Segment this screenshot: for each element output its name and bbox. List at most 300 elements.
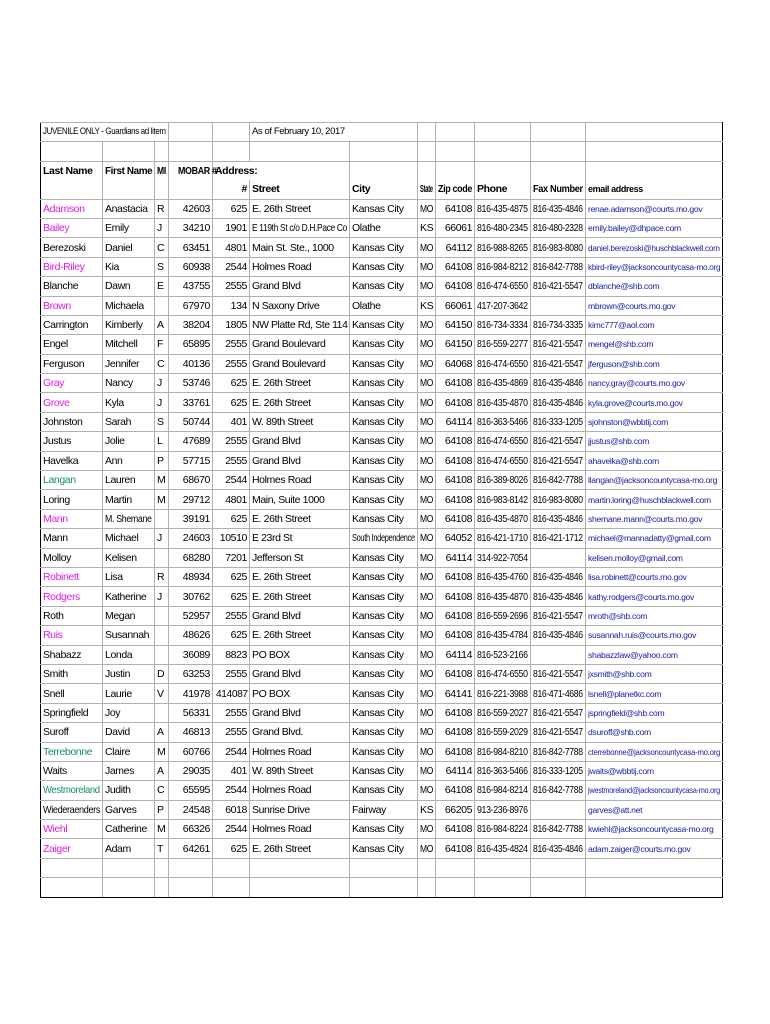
zip-cell: 64108	[436, 742, 475, 761]
empty-row	[41, 858, 723, 877]
last-name-cell: Adamson	[41, 199, 103, 218]
mobar-cell: 47689	[169, 432, 213, 451]
street-cell: E. 26th Street	[250, 839, 350, 858]
zip-cell: 64108	[436, 374, 475, 393]
email-cell[interactable]: ahavelka@shb.com	[586, 451, 723, 470]
street-number-cell: 2555	[213, 664, 250, 683]
city-cell: Kansas City	[350, 432, 418, 451]
city-cell: Kansas City	[350, 257, 418, 276]
last-name-cell: Ruis	[41, 626, 103, 645]
phone-cell: 816-435-4870	[475, 587, 531, 606]
email-cell[interactable]: jwaits@wbbtij.com	[586, 761, 723, 780]
email-cell[interactable]: llangan@jacksoncountycasa-mo.org	[586, 471, 723, 490]
phone-cell: 816-435-4870	[475, 393, 531, 412]
table-row	[41, 199, 723, 218]
state-cell: MO	[418, 820, 436, 839]
zip-cell: 64108	[436, 471, 475, 490]
phone-cell: 816-559-2696	[475, 606, 531, 625]
table-row	[41, 529, 723, 548]
street-number-cell: 2555	[213, 723, 250, 742]
street-number-cell: 1805	[213, 315, 250, 334]
email-cell[interactable]: garves@att.net	[586, 800, 723, 819]
state-cell: MO	[418, 703, 436, 722]
first-name-cell: Susannah	[103, 626, 155, 645]
first-name-cell: Justin	[103, 664, 155, 683]
phone-cell: 816-734-3334	[475, 315, 531, 334]
email-cell[interactable]: jwestmoreland@jacksoncountycasa-mo.org	[586, 781, 723, 800]
fax-cell: 816-435-4846	[531, 567, 586, 586]
mi-cell: M	[155, 742, 169, 761]
email-cell[interactable]: martin.loring@huschblackwell.com	[586, 490, 723, 509]
street-cell: E. 26th Street	[250, 374, 350, 393]
title-row	[41, 123, 723, 142]
mi-cell: D	[155, 664, 169, 683]
city-cell: Kansas City	[350, 238, 418, 257]
street-cell: Grand Blvd	[250, 277, 350, 296]
last-name-cell: Suroff	[41, 723, 103, 742]
state-cell: MO	[418, 432, 436, 451]
first-name-cell: Nancy	[103, 374, 155, 393]
mi-cell: C	[155, 354, 169, 373]
email-cell[interactable]: kathy.rodgers@courts.mo.gov	[586, 587, 723, 606]
first-name-cell: Catherine	[103, 820, 155, 839]
mobar-cell: 36089	[169, 645, 213, 664]
table-row	[41, 703, 723, 722]
last-name-cell: Mann	[41, 529, 103, 548]
email-cell[interactable]: kbird-riley@jacksoncountycasa-mo.org	[586, 257, 723, 276]
first-name-cell: M. Shemane	[103, 509, 155, 528]
street-number-cell: 625	[213, 393, 250, 412]
first-name-cell: Lisa	[103, 567, 155, 586]
mi-cell: E	[155, 277, 169, 296]
last-name-cell: Wiederaenders	[41, 800, 103, 819]
phone-cell: 816-480-2345	[475, 218, 531, 237]
last-name-cell: Loring	[41, 490, 103, 509]
mobar-cell: 30762	[169, 587, 213, 606]
street-cell: Holmes Road	[250, 820, 350, 839]
mobar-cell: 24548	[169, 800, 213, 819]
phone-cell: 816-474-6550	[475, 354, 531, 373]
email-cell[interactable]: lisa.robinett@courts.mo.gov	[586, 567, 723, 586]
spreadsheet	[40, 122, 722, 898]
email-cell[interactable]: adam.zaiger@courts.mo.gov	[586, 839, 723, 858]
zip-cell: 64108	[436, 703, 475, 722]
fax-cell: 816-842-7788	[531, 820, 586, 839]
mobar-cell: 50744	[169, 412, 213, 431]
state-cell: MO	[418, 626, 436, 645]
phone-cell: 816-474-6550	[475, 277, 531, 296]
fax-cell: 816-471-4686	[531, 684, 586, 703]
last-name-cell: Ferguson	[41, 354, 103, 373]
table-row	[41, 567, 723, 586]
phone-cell: 816-435-4875	[475, 199, 531, 218]
city-cell: Kansas City	[350, 567, 418, 586]
first-name-cell: Kimberly	[103, 315, 155, 334]
zip-cell: 64108	[436, 781, 475, 800]
empty-row	[41, 878, 723, 897]
first-name-cell: Megan	[103, 606, 155, 625]
header-row-2	[41, 180, 723, 199]
zip-cell: 64108	[436, 257, 475, 276]
mi-cell: M	[155, 471, 169, 490]
street-number-cell: 401	[213, 412, 250, 431]
street-number-cell: 625	[213, 839, 250, 858]
phone-cell: 816-474-6550	[475, 451, 531, 470]
email-cell[interactable]: jferguson@shb.com	[586, 354, 723, 373]
state-cell: MO	[418, 509, 436, 528]
street-number-cell: 7201	[213, 548, 250, 567]
zip-cell: 64052	[436, 529, 475, 548]
fax-cell: 816-435-4846	[531, 509, 586, 528]
mobar-cell: 48626	[169, 626, 213, 645]
state-cell: MO	[418, 548, 436, 567]
city-cell: Kansas City	[350, 723, 418, 742]
state-cell: MO	[418, 839, 436, 858]
fax-cell: 816-435-4846	[531, 626, 586, 645]
email-cell[interactable]: nancy.gray@courts.mo.gov	[586, 374, 723, 393]
mi-cell: M	[155, 490, 169, 509]
state-cell: MO	[418, 490, 436, 509]
last-name-cell: Shabazz	[41, 645, 103, 664]
state-cell: MO	[418, 606, 436, 625]
city-cell: Kansas City	[350, 839, 418, 858]
zip-cell: 64108	[436, 567, 475, 586]
email-cell[interactable]: mroth@shb.com	[586, 606, 723, 625]
mi-cell	[155, 645, 169, 664]
table-row	[41, 296, 723, 315]
phone-cell: 816-435-4870	[475, 509, 531, 528]
mobar-cell: 67970	[169, 296, 213, 315]
last-name-cell: Mann	[41, 509, 103, 528]
street-cell: PO BOX	[250, 684, 350, 703]
first-name-cell: Londa	[103, 645, 155, 664]
state-cell: MO	[418, 238, 436, 257]
mi-cell: C	[155, 781, 169, 800]
city-cell: Kansas City	[350, 548, 418, 567]
table-row	[41, 374, 723, 393]
mobar-cell: 64261	[169, 839, 213, 858]
phone-cell: 816-988-8265	[475, 238, 531, 257]
zip-cell: 64114	[436, 548, 475, 567]
zip-cell: 64108	[436, 587, 475, 606]
email-cell[interactable]: mengel@shb.com	[586, 335, 723, 354]
first-name-cell: David	[103, 723, 155, 742]
street-cell: N Saxony Drive	[250, 296, 350, 315]
fax-cell: 816-734-3335	[531, 315, 586, 334]
email-cell[interactable]: kyla.grove@courts.mo.gov	[586, 393, 723, 412]
street-number-cell: 625	[213, 199, 250, 218]
mi-cell: R	[155, 199, 169, 218]
first-name-cell: Kia	[103, 257, 155, 276]
street-cell: E. 26th Street	[250, 626, 350, 645]
last-name-cell: Havelka	[41, 451, 103, 470]
email-cell[interactable]: dblanche@shb.com	[586, 277, 723, 296]
email-cell[interactable]: kwiehl@jacksoncountycasa-mo.org	[586, 820, 723, 839]
state-cell: MO	[418, 742, 436, 761]
street-cell: W. 89th Street	[250, 412, 350, 431]
last-name-cell: Westmoreland	[41, 781, 103, 800]
zip-cell: 64150	[436, 315, 475, 334]
mobar-cell: 39191	[169, 509, 213, 528]
fax-cell: 816-842-7788	[531, 781, 586, 800]
table-row	[41, 471, 723, 490]
email-cell[interactable]: susannah.ruis@courts.mo.gov	[586, 626, 723, 645]
email-cell[interactable]: kelisen.molloy@gmail.com	[586, 548, 723, 567]
email-cell[interactable]: lsnell@planetkc.com	[586, 684, 723, 703]
table-row	[41, 761, 723, 780]
street-cell: Holmes Road	[250, 742, 350, 761]
table-row	[41, 820, 723, 839]
table-row	[41, 723, 723, 742]
first-name-cell: Michael	[103, 529, 155, 548]
first-name-cell: Claire	[103, 742, 155, 761]
fax-cell: 816-983-8080	[531, 490, 586, 509]
first-name-cell: Jennifer	[103, 354, 155, 373]
street-cell: Holmes Road	[250, 781, 350, 800]
mobar-cell: 60766	[169, 742, 213, 761]
phone-cell: 816-984-8214	[475, 781, 531, 800]
fax-cell: 816-435-4846	[531, 839, 586, 858]
city-cell: Kansas City	[350, 684, 418, 703]
zip-cell: 64108	[436, 626, 475, 645]
fax-cell: 816-842-7788	[531, 471, 586, 490]
city-cell: Kansas City	[350, 199, 418, 218]
fax-cell: 816-435-4846	[531, 587, 586, 606]
last-name-cell: Engel	[41, 335, 103, 354]
street-number-cell: 2555	[213, 277, 250, 296]
fax-cell: 816-421-1712	[531, 529, 586, 548]
last-name-cell: Snell	[41, 684, 103, 703]
fax-cell: 816-421-5547	[531, 335, 586, 354]
city-cell: Fairway	[350, 800, 418, 819]
city-cell: Kansas City	[350, 664, 418, 683]
city-cell: Olathe	[350, 296, 418, 315]
mi-cell: M	[155, 820, 169, 839]
zip-cell: 64150	[436, 335, 475, 354]
last-name-cell: Smith	[41, 664, 103, 683]
phone-cell: 816-363-5466	[475, 412, 531, 431]
title-cell: JUVENILE ONLY - Guardians ad litem	[41, 123, 169, 142]
state-cell: MO	[418, 664, 436, 683]
phone-cell: 816-435-4760	[475, 567, 531, 586]
city-cell: Kansas City	[350, 626, 418, 645]
table-row	[41, 218, 723, 237]
table-row	[41, 800, 723, 819]
email-cell[interactable]: shemane.mann@courts.mo.gov	[586, 509, 723, 528]
street-cell: E 23rd St	[250, 529, 350, 548]
first-name-cell: James	[103, 761, 155, 780]
city-cell: Kansas City	[350, 820, 418, 839]
col-number: #	[213, 180, 250, 199]
street-number-cell: 2555	[213, 451, 250, 470]
mobar-cell: 24603	[169, 529, 213, 548]
mobar-cell: 29712	[169, 490, 213, 509]
street-number-cell: 2544	[213, 257, 250, 276]
table-row	[41, 645, 723, 664]
email-cell[interactable]: jjustus@shb.com	[586, 432, 723, 451]
table-row	[41, 684, 723, 703]
phone-cell: 816-474-6550	[475, 664, 531, 683]
state-cell: MO	[418, 587, 436, 606]
mobar-cell: 33761	[169, 393, 213, 412]
email-cell[interactable]: renae.adamson@courts.mo.gov	[586, 199, 723, 218]
mi-cell: S	[155, 257, 169, 276]
email-cell[interactable]: jxsmith@shb.com	[586, 664, 723, 683]
last-name-cell: Bailey	[41, 218, 103, 237]
table-row	[41, 742, 723, 761]
mobar-cell: 60938	[169, 257, 213, 276]
state-cell: MO	[418, 761, 436, 780]
mi-cell: R	[155, 567, 169, 586]
street-number-cell: 6018	[213, 800, 250, 819]
last-name-cell: Springfield	[41, 703, 103, 722]
last-name-cell: Bird-Riley	[41, 257, 103, 276]
first-name-cell: Adam	[103, 839, 155, 858]
zip-cell: 64112	[436, 238, 475, 257]
mi-cell: C	[155, 238, 169, 257]
street-number-cell: 2544	[213, 781, 250, 800]
last-name-cell: Carrington	[41, 315, 103, 334]
state-cell: MO	[418, 335, 436, 354]
col-last-name: Last Name	[41, 161, 103, 180]
street-number-cell: 625	[213, 567, 250, 586]
email-cell[interactable]: sjohnston@wbbtij.com	[586, 412, 723, 431]
street-number-cell: 2544	[213, 820, 250, 839]
city-cell: Kansas City	[350, 645, 418, 664]
zip-cell: 64068	[436, 354, 475, 373]
city-cell: Kansas City	[350, 509, 418, 528]
phone-cell: 816-435-4869	[475, 374, 531, 393]
street-number-cell: 2555	[213, 335, 250, 354]
fax-cell: 816-421-5547	[531, 606, 586, 625]
street-cell: Jefferson St	[250, 548, 350, 567]
phone-cell: 816-221-3988	[475, 684, 531, 703]
first-name-cell: Joy	[103, 703, 155, 722]
mi-cell: P	[155, 451, 169, 470]
state-cell: MO	[418, 567, 436, 586]
state-cell: KS	[418, 800, 436, 819]
last-name-cell: Gray	[41, 374, 103, 393]
fax-cell: 816-421-5547	[531, 723, 586, 742]
state-cell: MO	[418, 199, 436, 218]
email-cell[interactable]: michael@mannadatty@gmail.com	[586, 529, 723, 548]
street-cell: Holmes Road	[250, 471, 350, 490]
table-row	[41, 839, 723, 858]
last-name-cell: Justus	[41, 432, 103, 451]
email-cell[interactable]: mbrown@courts.mo.gov	[586, 296, 723, 315]
phone-cell: 816-984-8224	[475, 820, 531, 839]
mobar-cell: 53746	[169, 374, 213, 393]
col-state: State	[418, 180, 436, 199]
last-name-cell: Berezoski	[41, 238, 103, 257]
phone-cell: 816-421-1710	[475, 529, 531, 548]
mobar-cell: 46813	[169, 723, 213, 742]
col-city: City	[350, 180, 418, 199]
first-name-cell: Daniel	[103, 238, 155, 257]
zip-cell: 64108	[436, 490, 475, 509]
fax-cell: 816-842-7788	[531, 257, 586, 276]
fax-cell: 816-421-5547	[531, 432, 586, 451]
email-cell[interactable]: shabazzlaw@yahoo.com	[586, 645, 723, 664]
first-name-cell: Lauren	[103, 471, 155, 490]
mi-cell: S	[155, 412, 169, 431]
spacer-row	[41, 142, 723, 161]
street-cell: Grand Boulevard	[250, 335, 350, 354]
street-cell: Grand Boulevard	[250, 354, 350, 373]
phone-cell: 816-559-2027	[475, 703, 531, 722]
street-cell: Grand Blvd	[250, 664, 350, 683]
fax-cell: 816-480-2328	[531, 218, 586, 237]
phone-cell: 816-984-8210	[475, 742, 531, 761]
zip-cell: 66061	[436, 296, 475, 315]
email-cell[interactable]: emily.bailey@dhpace.com	[586, 218, 723, 237]
phone-cell: 816-435-4784	[475, 626, 531, 645]
city-cell: Kansas City	[350, 471, 418, 490]
city-cell: Kansas City	[350, 393, 418, 412]
fax-cell: 816-842-7788	[531, 742, 586, 761]
mobar-cell: 65595	[169, 781, 213, 800]
first-name-cell: Garves	[103, 800, 155, 819]
email-cell[interactable]: daniel.berezoski@huschblackwell.com	[586, 238, 723, 257]
fax-cell: 816-421-5547	[531, 277, 586, 296]
email-cell[interactable]: jspringfield@shb.com	[586, 703, 723, 722]
last-name-cell: Rodgers	[41, 587, 103, 606]
mi-cell: J	[155, 374, 169, 393]
zip-cell: 64114	[436, 645, 475, 664]
city-cell: Kansas City	[350, 761, 418, 780]
street-cell: E. 26th Street	[250, 199, 350, 218]
email-cell[interactable]: dsuroff@shb.com	[586, 723, 723, 742]
state-cell: MO	[418, 315, 436, 334]
street-cell: E 119th St c/o D.H.Pace Co	[250, 218, 350, 237]
city-cell: Kansas City	[350, 703, 418, 722]
zip-cell: 64108	[436, 606, 475, 625]
zip-cell: 64108	[436, 723, 475, 742]
phone-cell: 913-236-8976	[475, 800, 531, 819]
mobar-cell: 63253	[169, 664, 213, 683]
email-cell[interactable]: kimc777@aol.com	[586, 315, 723, 334]
mobar-cell: 38204	[169, 315, 213, 334]
table-row	[41, 664, 723, 683]
mi-cell: F	[155, 335, 169, 354]
table-row	[41, 548, 723, 567]
table-row	[41, 238, 723, 257]
phone-cell: 314-922-7054	[475, 548, 531, 567]
street-cell: Holmes Road	[250, 257, 350, 276]
first-name-cell: Anastacia	[103, 199, 155, 218]
street-cell: Grand Blvd	[250, 606, 350, 625]
zip-cell: 64108	[436, 451, 475, 470]
zip-cell: 64114	[436, 761, 475, 780]
fax-cell: 816-983-8080	[531, 238, 586, 257]
state-cell: MO	[418, 529, 436, 548]
fax-cell: 816-435-4846	[531, 374, 586, 393]
mi-cell: A	[155, 315, 169, 334]
city-cell: Kansas City	[350, 374, 418, 393]
mi-cell: J	[155, 218, 169, 237]
city-cell: Kansas City	[350, 315, 418, 334]
state-cell: MO	[418, 451, 436, 470]
phone-cell: 816-435-4824	[475, 839, 531, 858]
street-number-cell: 414087	[213, 684, 250, 703]
fax-cell: 816-421-5547	[531, 354, 586, 373]
email-cell[interactable]: cterrebonne@jacksoncountycasa-mo.org	[586, 742, 723, 761]
street-number-cell: 134	[213, 296, 250, 315]
street-number-cell: 2555	[213, 354, 250, 373]
zip-cell: 64108	[436, 839, 475, 858]
table-row	[41, 606, 723, 625]
street-number-cell: 2555	[213, 703, 250, 722]
